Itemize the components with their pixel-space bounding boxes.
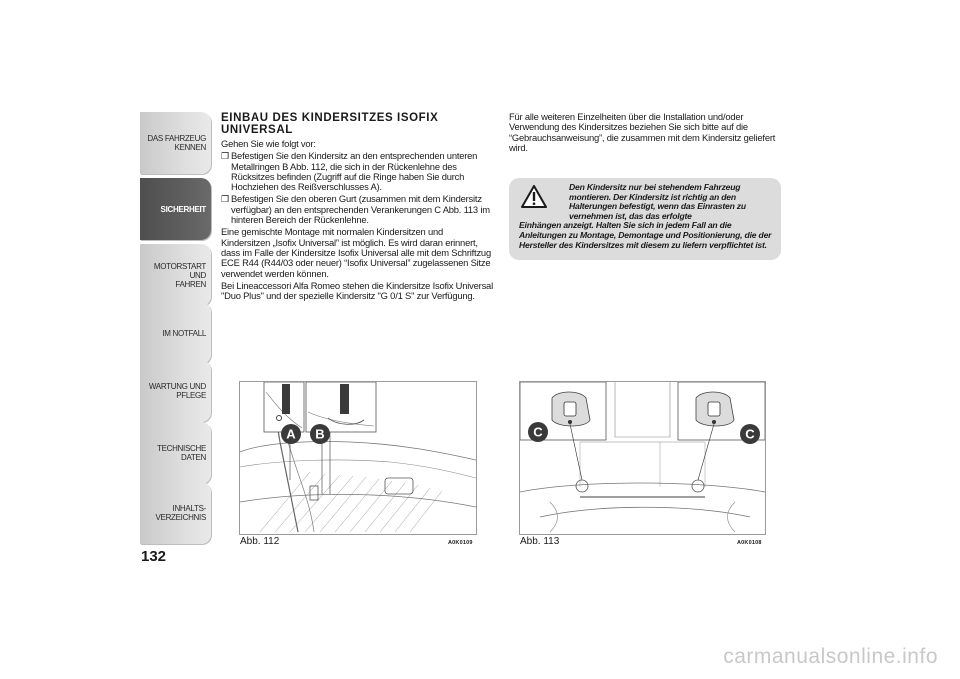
seat-illustration — [240, 382, 476, 534]
checkbox-bullet-icon: ❒ — [221, 151, 229, 162]
rear-shelf-illustration — [520, 382, 765, 534]
label-marker-c-left — [528, 422, 548, 442]
left-text-column — [221, 112, 493, 303]
checkbox-bullet-icon: ❒ — [221, 194, 229, 205]
tab-wartung-und-pflege[interactable]: WARTUNG UND PFLEGE — [140, 360, 211, 422]
tab-im-notfall[interactable]: IM NOTFALL — [140, 302, 211, 364]
warning-text: Den Kindersitz nur bei stehendem Fahrzeug montieren. Der Kindersitz ist richtig an den Halterungen befestigt, wenn das Einrasten zu vernehmen ist, das das erfolgte Einhängen anzeigt. Halten Sie sich in jedem Fall an die Anleitungen zu Montage, Demontage und Positionierung, die der Hersteller des Kindersitzes mit diesem zu liefern verpflichtet ist. — [519, 182, 772, 250]
section-heading: EINBAU DES KINDERSITZES ISOFIX UNIVERSAL — [221, 112, 439, 136]
tab-technische-daten[interactable]: TECHNISCHE DATEN — [140, 422, 211, 484]
tab-das-fahrzeug-kennen[interactable]: DAS FAHRZEUG KENNEN — [140, 112, 211, 174]
tab-sicherheit[interactable]: SICHERHEIT — [140, 178, 211, 240]
warning-box — [509, 178, 781, 260]
bullet-item — [221, 194, 493, 225]
figure-code: A0K0109 — [448, 540, 473, 546]
intro-text: Gehen Sie wie folgt vor: — [221, 138, 316, 149]
label-marker-c-right — [740, 424, 760, 444]
figure-112-isofix-rings — [239, 381, 477, 535]
body-paragraph: Eine gemischte Montage mit normalen Kindersitzen und Kindersitzen „Isofix Universal” ist möglich. Es wird daran erinnert, dass im Falle der Kindersitze Isofix Universal alle mit dem Schriftzug ECE R44 (R44/03 oder neuer) “Isofix Universal” zugelassenen Sitze verwendet werden können. — [221, 226, 491, 279]
label-marker-a — [281, 424, 301, 444]
tab-inhaltsverzeichnis[interactable]: INHALTS- VERZEICHNIS — [140, 482, 211, 544]
label-marker-b — [310, 424, 330, 444]
tab-motorstart-und-fahren[interactable]: MOTORSTART UND FAHREN — [140, 244, 211, 306]
bullet-text: Befestigen Sie den Kindersitz an den entsprechenden unteren Metallringen B Abb. 112, die sich in der Rückenlehne des Rücksitzes befinden (Zugriff auf die Ringe haben Sie durch Hochziehen des Reißverschlusses A). — [231, 150, 478, 193]
figure-caption: Abb. 113 — [520, 536, 560, 547]
body-paragraph: Bei Lineaccessori Alfa Romeo stehen die Kindersitze Isofix Universal "Duo Plus" und der spezielle Kindersitz "G 0/1 S" zur Verfügung. — [221, 279, 493, 302]
svg-text:A: A — [286, 426, 296, 442]
page-number: 132 — [141, 548, 167, 565]
figure-113-top-tether-anchors — [519, 381, 766, 535]
watermark: carmanualsonline.info — [723, 645, 938, 668]
body-paragraph: Für alle weiteren Einzelheiten über die Installation und/oder Verwendung des Kindersitzes beziehen Sie sich bitte auf die “Gebrauchsanweisung”, die zusammen mit dem Kindersitz geliefert wird. — [509, 111, 776, 153]
svg-text:B: B — [315, 426, 325, 442]
bullet-item — [221, 151, 493, 192]
figure-code: A0K0108 — [737, 540, 762, 546]
figure-caption: Abb. 112 — [240, 536, 280, 547]
svg-text:C: C — [745, 426, 755, 442]
svg-text:C: C — [533, 424, 543, 440]
warning-triangle-icon — [521, 185, 547, 208]
bullet-text: Befestigen Sie den oberen Gurt (zusammen mit dem Kindersitz verfügbar) an den entsprechenden Verankerungen C Abb. 113 im hinteren Bereich der Rückenlehne. — [231, 193, 490, 226]
right-text-column — [509, 112, 781, 155]
chapter-tab-strip — [140, 112, 211, 544]
